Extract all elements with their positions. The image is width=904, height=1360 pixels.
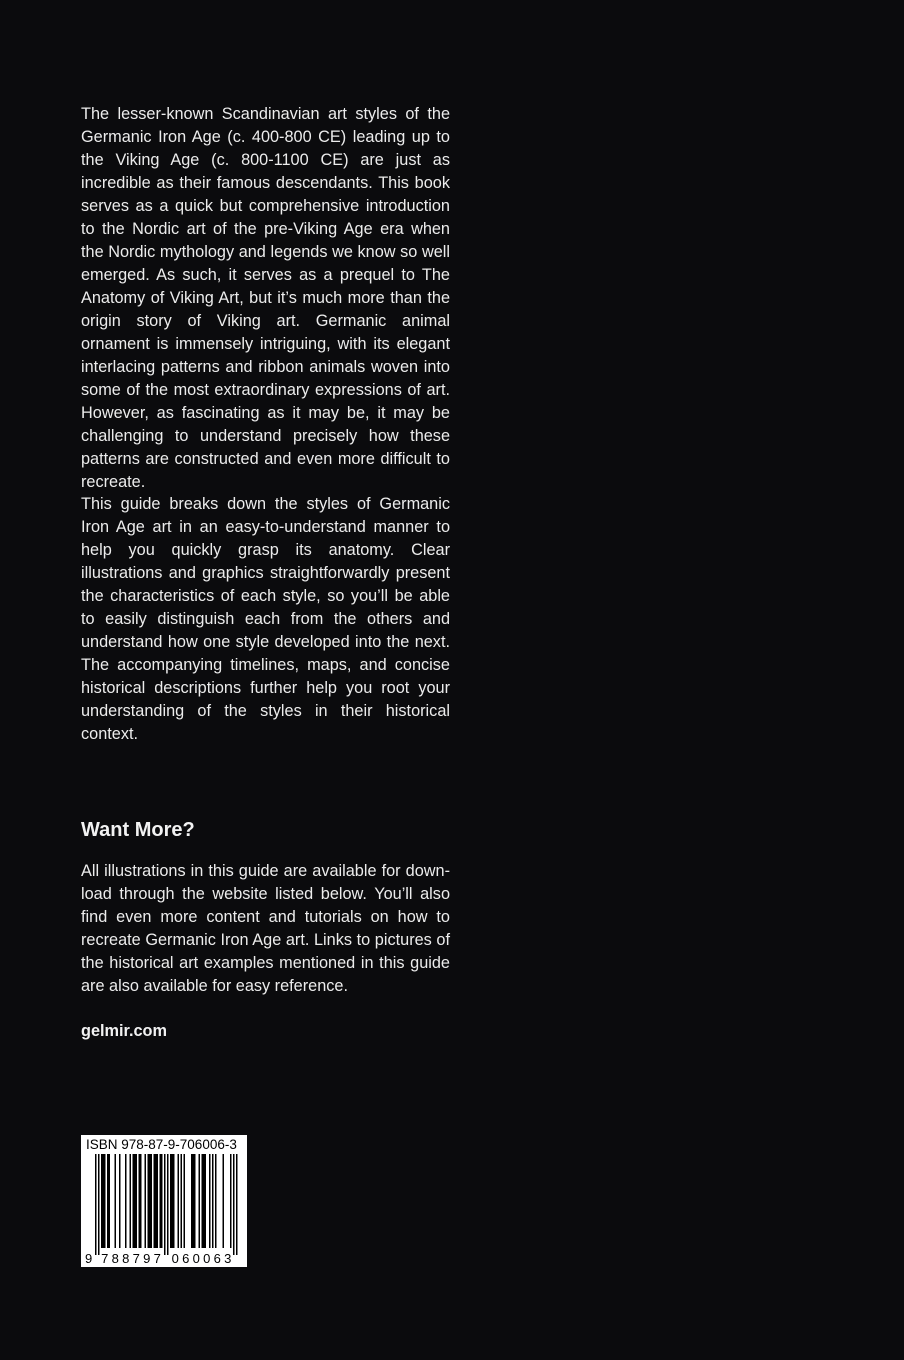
barcode-bar [173,1154,175,1248]
barcode-bar [139,1154,141,1248]
want-more-heading: Want More? [81,819,195,841]
barcode-bar [191,1154,193,1248]
barcode-digit: 9 [143,1251,151,1266]
isbn-barcode [81,1135,247,1267]
barcode-digit: 6 [182,1251,190,1266]
barcode-bar [104,1154,106,1248]
barcode-bar [194,1154,196,1248]
barcode-bar [95,1154,97,1255]
barcode-bar [145,1154,147,1248]
barcode-bar [103,1154,105,1248]
barcode-digit: 8 [122,1251,130,1266]
barcode-bar [134,1154,136,1248]
barcode-bar [160,1154,162,1248]
barcode-bar [98,1154,100,1255]
barcode-bar [230,1154,232,1248]
barcode-bar [101,1154,103,1248]
barcode-bar [157,1154,159,1248]
want-more-paragraph: All illustrations in this guide are available for download through the website listed below. You’ll also find even more content and tutorials on how to recreate Germanic Iron Age art. Links to pictures of the historical art examples mentioned in this guide are also available for easy reference. [81,862,450,995]
barcode-bar [209,1154,211,1248]
barcode-bar [205,1154,207,1248]
description-paragraph-2: This guide breaks down the styles of Germanic Iron Age art in an easy-to-understand manner to help you quickly grasp its anatomy. Clear illustrations and graphics straightforwardly present the characteristics of each style, so you’ll be able to easily distinguish each from the others and understand how one style developed into the next. The accompanying timelines, maps, and concise historical descriptions further help you root your understanding of the styles in their historical context. [81,495,450,743]
isbn-label: ISBN 978-87-9-706006-3 [86,1137,237,1152]
barcode-bar [125,1154,127,1248]
barcode-bar [236,1154,238,1255]
barcode-bar [178,1154,180,1248]
barcode-bar [136,1154,138,1248]
barcode-graphic [81,1135,247,1267]
description-paragraph-1: The lesser-known Scandinavian art styles of the Germanic Iron Age (c. 400-800 CE) leading up to the Viking Age (c. 800-1100 CE) are just as incredible as their famous descendants. This book serves as a quick but comprehensive introduction to the Nordic art of the pre-Viking Age era when the Nordic mythology and legends we know so well emerged. As such, it serves as a prequel to The Anatomy of Viking Art, but it’s much more than the origin story of Viking art. Germanic animal ornament is immensely intriguing, with its elegant interlacing patterns and ribbon animals woven into some of the most extraordinary expressions of art. However, as fascinating as it may be, it may be challenging to understand precisely how these patterns are constructed and even more difficult to recreate. [81,105,450,491]
barcode-bar [184,1154,186,1248]
barcode-bar [130,1154,132,1248]
barcode-bar [151,1154,153,1248]
barcode-bar [233,1154,235,1255]
barcode-digit: 0 [203,1251,211,1266]
barcode-digit: 9 [85,1251,93,1266]
barcode-digit: 7 [132,1251,140,1266]
barcode-bar [161,1154,163,1248]
barcode-digit: 3 [224,1251,232,1266]
barcode-bar [148,1154,150,1248]
barcode-bar [140,1154,142,1248]
barcode-bar [172,1154,174,1248]
barcode-bar [215,1154,217,1248]
barcode-bar [223,1154,225,1248]
barcode-bar [202,1154,204,1248]
barcode-digit: 7 [101,1251,109,1266]
barcode-bar [193,1154,195,1248]
website-link[interactable]: gelmir.com [81,1022,167,1040]
barcode-bar [133,1154,135,1248]
barcode-bar [203,1154,205,1248]
barcode-bar [107,1154,109,1248]
barcode-bar [181,1154,183,1248]
barcode-bar [212,1154,214,1248]
barcode-digit: 0 [171,1251,179,1266]
barcode-bar [109,1154,111,1248]
barcode-digit: 6 [213,1251,221,1266]
barcode-bar [167,1154,169,1255]
barcode-bar [149,1154,151,1248]
barcode-digit: 8 [111,1251,119,1266]
barcode-digit: 7 [153,1251,161,1266]
barcode-bar [119,1154,121,1248]
barcode-digit: 0 [192,1251,200,1266]
barcode-bar [155,1154,157,1248]
barcode-bar [115,1154,117,1248]
barcode-bar [199,1154,201,1248]
barcode-bar [154,1154,156,1248]
barcode-bar [170,1154,172,1248]
barcode-bar [164,1154,166,1255]
